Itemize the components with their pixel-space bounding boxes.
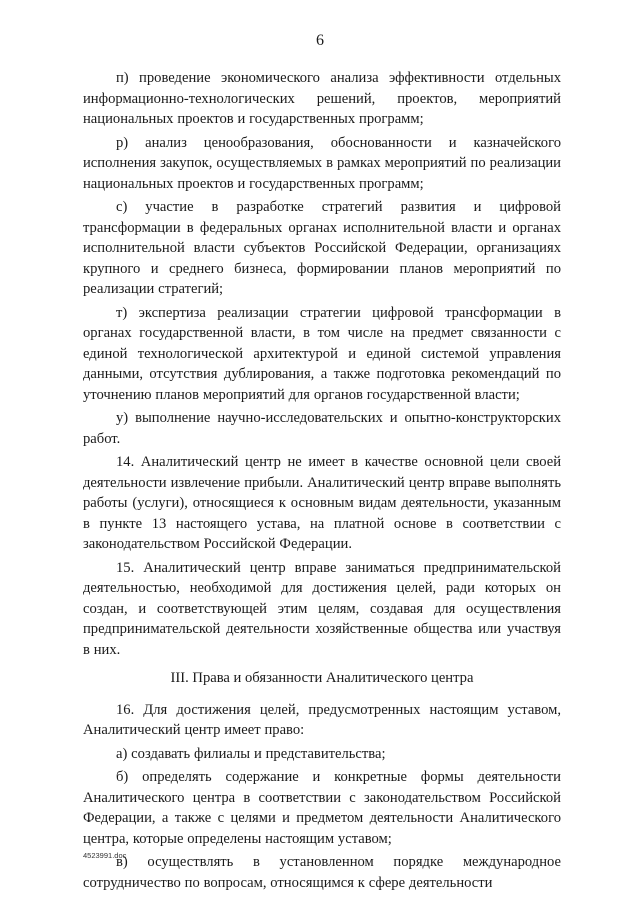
list-item-u: у) выполнение научно-исследовательских и опытно-конструкторских работ. xyxy=(83,410,561,447)
rights-item-b: б) определять содержание и конкретные формы деятельности Аналитического центра в соответствии с законодательством Российской Федерации, а также с целями и предметом деятельности Аналитического центра, которые определены настоящим уставом; xyxy=(83,769,561,847)
rights-item-a: а) создавать филиалы и представительства; xyxy=(116,745,386,762)
paragraph-14: 14. Аналитический центр не имеет в качестве основной цели своей деятельности извлечение прибыли. Аналитический центр вправе выполнять работы (услуги), относящиеся к основным видам деятельности, указанным в пункте 13 настоящего устава, на платной основе в соответствии с законодательством Российской Федерации. xyxy=(83,454,561,552)
section-heading: III. Права и обязанности Аналитического центра xyxy=(170,670,474,686)
document-footer-filename: 4523991.doc xyxy=(83,851,127,860)
list-item-p: п) проведение экономического анализа эффективности отдельных информационно-технологических решений, проектов, мероприятий национальных проектов и государственных программ; xyxy=(83,70,561,127)
list-item-r: р) анализ ценообразования, обоснованности и казначейского исполнения закупок, осуществляемых в рамках мероприятий по реализации национальных проектов и государственных программ; xyxy=(83,134,561,192)
document-body xyxy=(83,68,561,893)
page-number: 6 xyxy=(316,32,324,49)
paragraph-15: 15. Аналитический центр вправе заниматься предпринимательской деятельностью, необходимой для достижения целей, ради которых он создан, и соответствующей этим целям, создавая для осуществления предпринимательской деятельности хозяйственные общества или участвуя в них. xyxy=(83,559,561,658)
list-item-t: т) экспертиза реализации стратегии цифровой трансформации в органах государственной власти, в том числе на предмет связанности с единой технологической архитектурой и единой системой управления данными, отсутствия дублирования, а также подготовка рекомендаций по уточнению планов мероприятий для органов государственной власти; xyxy=(83,304,561,403)
list-item-s: с) участие в разработке стратегий развития и цифровой трансформации в федеральных органах исполнительной власти и органах исполнительной власти субъектов Российской Федерации, организациях крупного и среднего бизнеса, формировании планов мероприятий по реализации стратегий; xyxy=(83,199,561,297)
rights-item-v: в) осуществлять в установленном порядке международное сотрудничество по вопросам, относящимся к сфере деятельности xyxy=(83,854,561,891)
paragraph-16: 16. Для достижения целей, предусмотренных настоящим уставом, Аналитический центр имеет право: xyxy=(83,701,561,738)
